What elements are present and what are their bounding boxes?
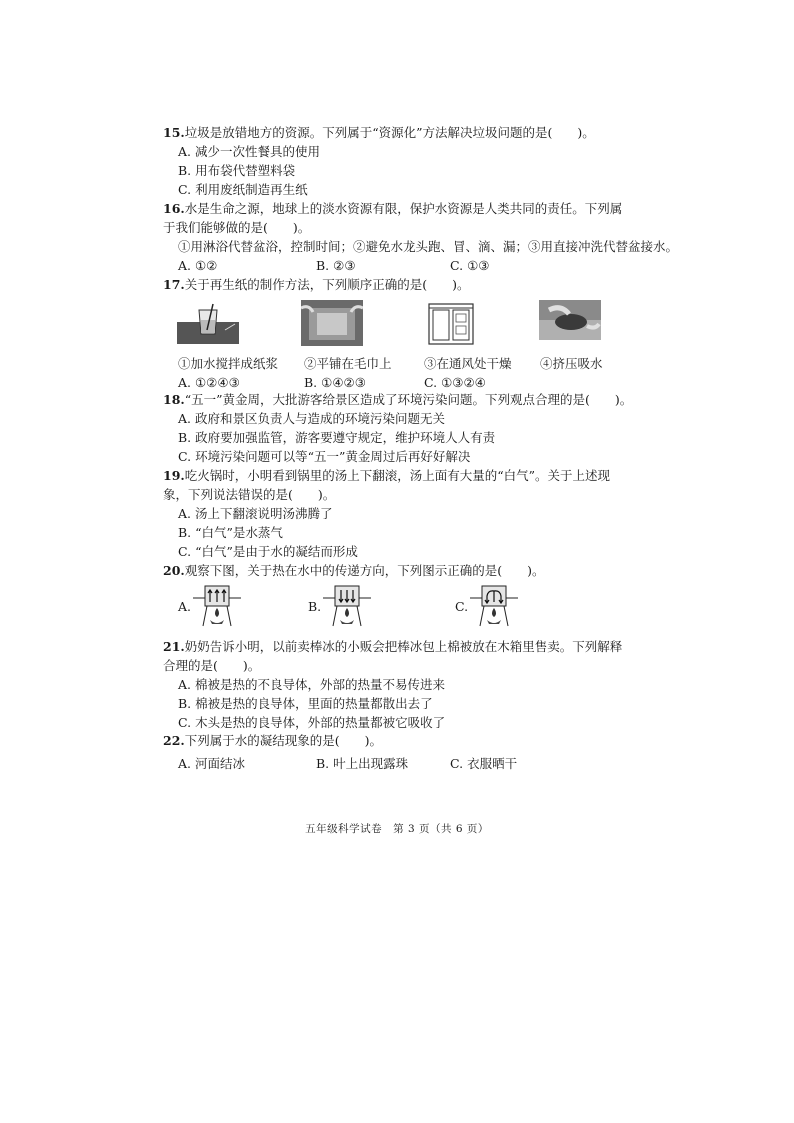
question-number: 16. (163, 201, 185, 216)
question-16 (163, 199, 679, 275)
question-21 (163, 637, 633, 732)
caption-2: ②平铺在毛巾上 (304, 356, 392, 371)
question-text: 观察下图，关于热在水中的传递方向，下列图示正确的是( )。 (184, 563, 545, 578)
question-20-stem (163, 561, 633, 580)
page-footer: 五年级科学试卷 第 3 页（共 6 页） (305, 823, 489, 835)
option-a: A. (178, 598, 192, 614)
question-15-stem (163, 123, 633, 142)
option-b: B. “白气”是水蒸气 (178, 525, 283, 540)
question-number: 15. (163, 125, 185, 140)
question-19-stem (163, 466, 633, 504)
diagram-option-b (308, 584, 371, 628)
options-row (163, 754, 633, 773)
dry-by-window-image (425, 300, 477, 348)
heat-transfer-diagrams (163, 584, 633, 630)
stir-pulp-image (177, 300, 239, 344)
question-18 (163, 390, 633, 466)
question-19 (163, 466, 633, 561)
question-number: 19. (163, 468, 185, 483)
caption-3: ③在通风处干燥 (424, 356, 512, 371)
diagram-option-c (455, 584, 518, 628)
question-text: 垃圾是放错地方的资源。下列属于“资源化”方法解决垃圾问题的是( )。 (184, 125, 595, 140)
beaker-b-icon (323, 584, 371, 628)
question-number: 21. (163, 639, 185, 654)
caption-1: ①加水搅拌成纸浆 (178, 356, 279, 371)
diagram-option-a (178, 584, 241, 628)
option-c: C. 衣服晒干 (450, 756, 518, 771)
option-a: A. 棉被是热的不良导体，外部的热量不易传进来 (178, 677, 445, 692)
option-b: B. ②③ (316, 258, 356, 273)
question-20 (163, 561, 633, 634)
question-21-stem (163, 637, 633, 675)
option-a: A. 河面结冰 (178, 756, 245, 771)
option-a: A. 汤上下翻滚说明汤沸腾了 (178, 506, 333, 521)
option-c: C. “白气”是由于水的凝结而形成 (178, 544, 358, 559)
option-a: A. 政府和景区负责人与造成的环境污染问题无关 (178, 411, 445, 426)
option-c: C. 环境污染问题可以等“五一”黄金周过后再好好解决 (178, 449, 471, 464)
question-text: 水是生命之源，地球上的淡水资源有限，保护水资源是人类共同的责任。下列属于我们能够做的是( )。 (163, 201, 623, 235)
option-b: B. ①④②③ (304, 375, 366, 390)
question-16-statement: ①用淋浴代替盆浴，控制时间；②避免水龙头跑、冒、滴、漏；③用直接冲洗代替盆接水。 (178, 239, 679, 254)
question-16-stem (163, 199, 633, 237)
option-b: B. 政府要加强监管，游客要遵守规定，维护环境人人有责 (178, 430, 496, 445)
question-15 (163, 123, 633, 199)
question-number: 17. (163, 277, 185, 292)
question-18-stem (163, 390, 633, 409)
option-c: C. 利用废纸制造再生纸 (178, 182, 308, 197)
question-number: 20. (163, 563, 185, 578)
question-number: 22. (163, 733, 185, 748)
beaker-c-icon (470, 584, 518, 628)
option-a: A. ①②④③ (178, 375, 240, 390)
beaker-a-icon (193, 584, 241, 628)
question-17-stem (163, 275, 633, 294)
option-b: B. 叶上出现露珠 (316, 756, 409, 771)
option-c: C. (455, 598, 469, 614)
question-22 (163, 731, 633, 773)
picture-captions (163, 354, 633, 373)
question-number: 18. (163, 392, 185, 407)
option-b: B. 用布袋代替塑料袋 (178, 163, 296, 178)
option-b: B. 棉被是热的良导体，里面的热量都散出去了 (178, 696, 433, 711)
press-water-image (539, 300, 601, 340)
options-row (163, 256, 633, 275)
option-a: A. ①② (178, 258, 218, 273)
option-c: C. ①③②④ (424, 375, 486, 390)
question-17 (163, 275, 633, 392)
question-text: 下列属于水的凝结现象的是( )。 (184, 733, 383, 748)
paper-making-pictures (163, 300, 633, 348)
option-c: C. 木头是热的良导体，外部的热量都被它吸收了 (178, 715, 446, 730)
question-22-stem (163, 731, 633, 750)
question-text: 吃火锅时，小明看到锅里的汤上下翻滚，汤上面有大量的“白气”。关于上述现象，下列说法错误的是( )。 (163, 468, 611, 502)
spread-on-towel-image (301, 300, 363, 346)
option-b: B. (308, 598, 322, 614)
question-text: 奶奶告诉小明，以前卖棒冰的小贩会把棒冰包上棉被放在木箱里售卖。下列解释合理的是( )。 (163, 639, 623, 673)
caption-4: ④挤压吸水 (540, 356, 603, 371)
question-text: 关于再生纸的制作方法，下列顺序正确的是( )。 (184, 277, 470, 292)
question-text: “五一”黄金周，大批游客给景区造成了环境污染问题。下列观点合理的是( )。 (184, 392, 633, 407)
option-a: A. 减少一次性餐具的使用 (178, 144, 320, 159)
option-c: C. ①③ (450, 258, 490, 273)
